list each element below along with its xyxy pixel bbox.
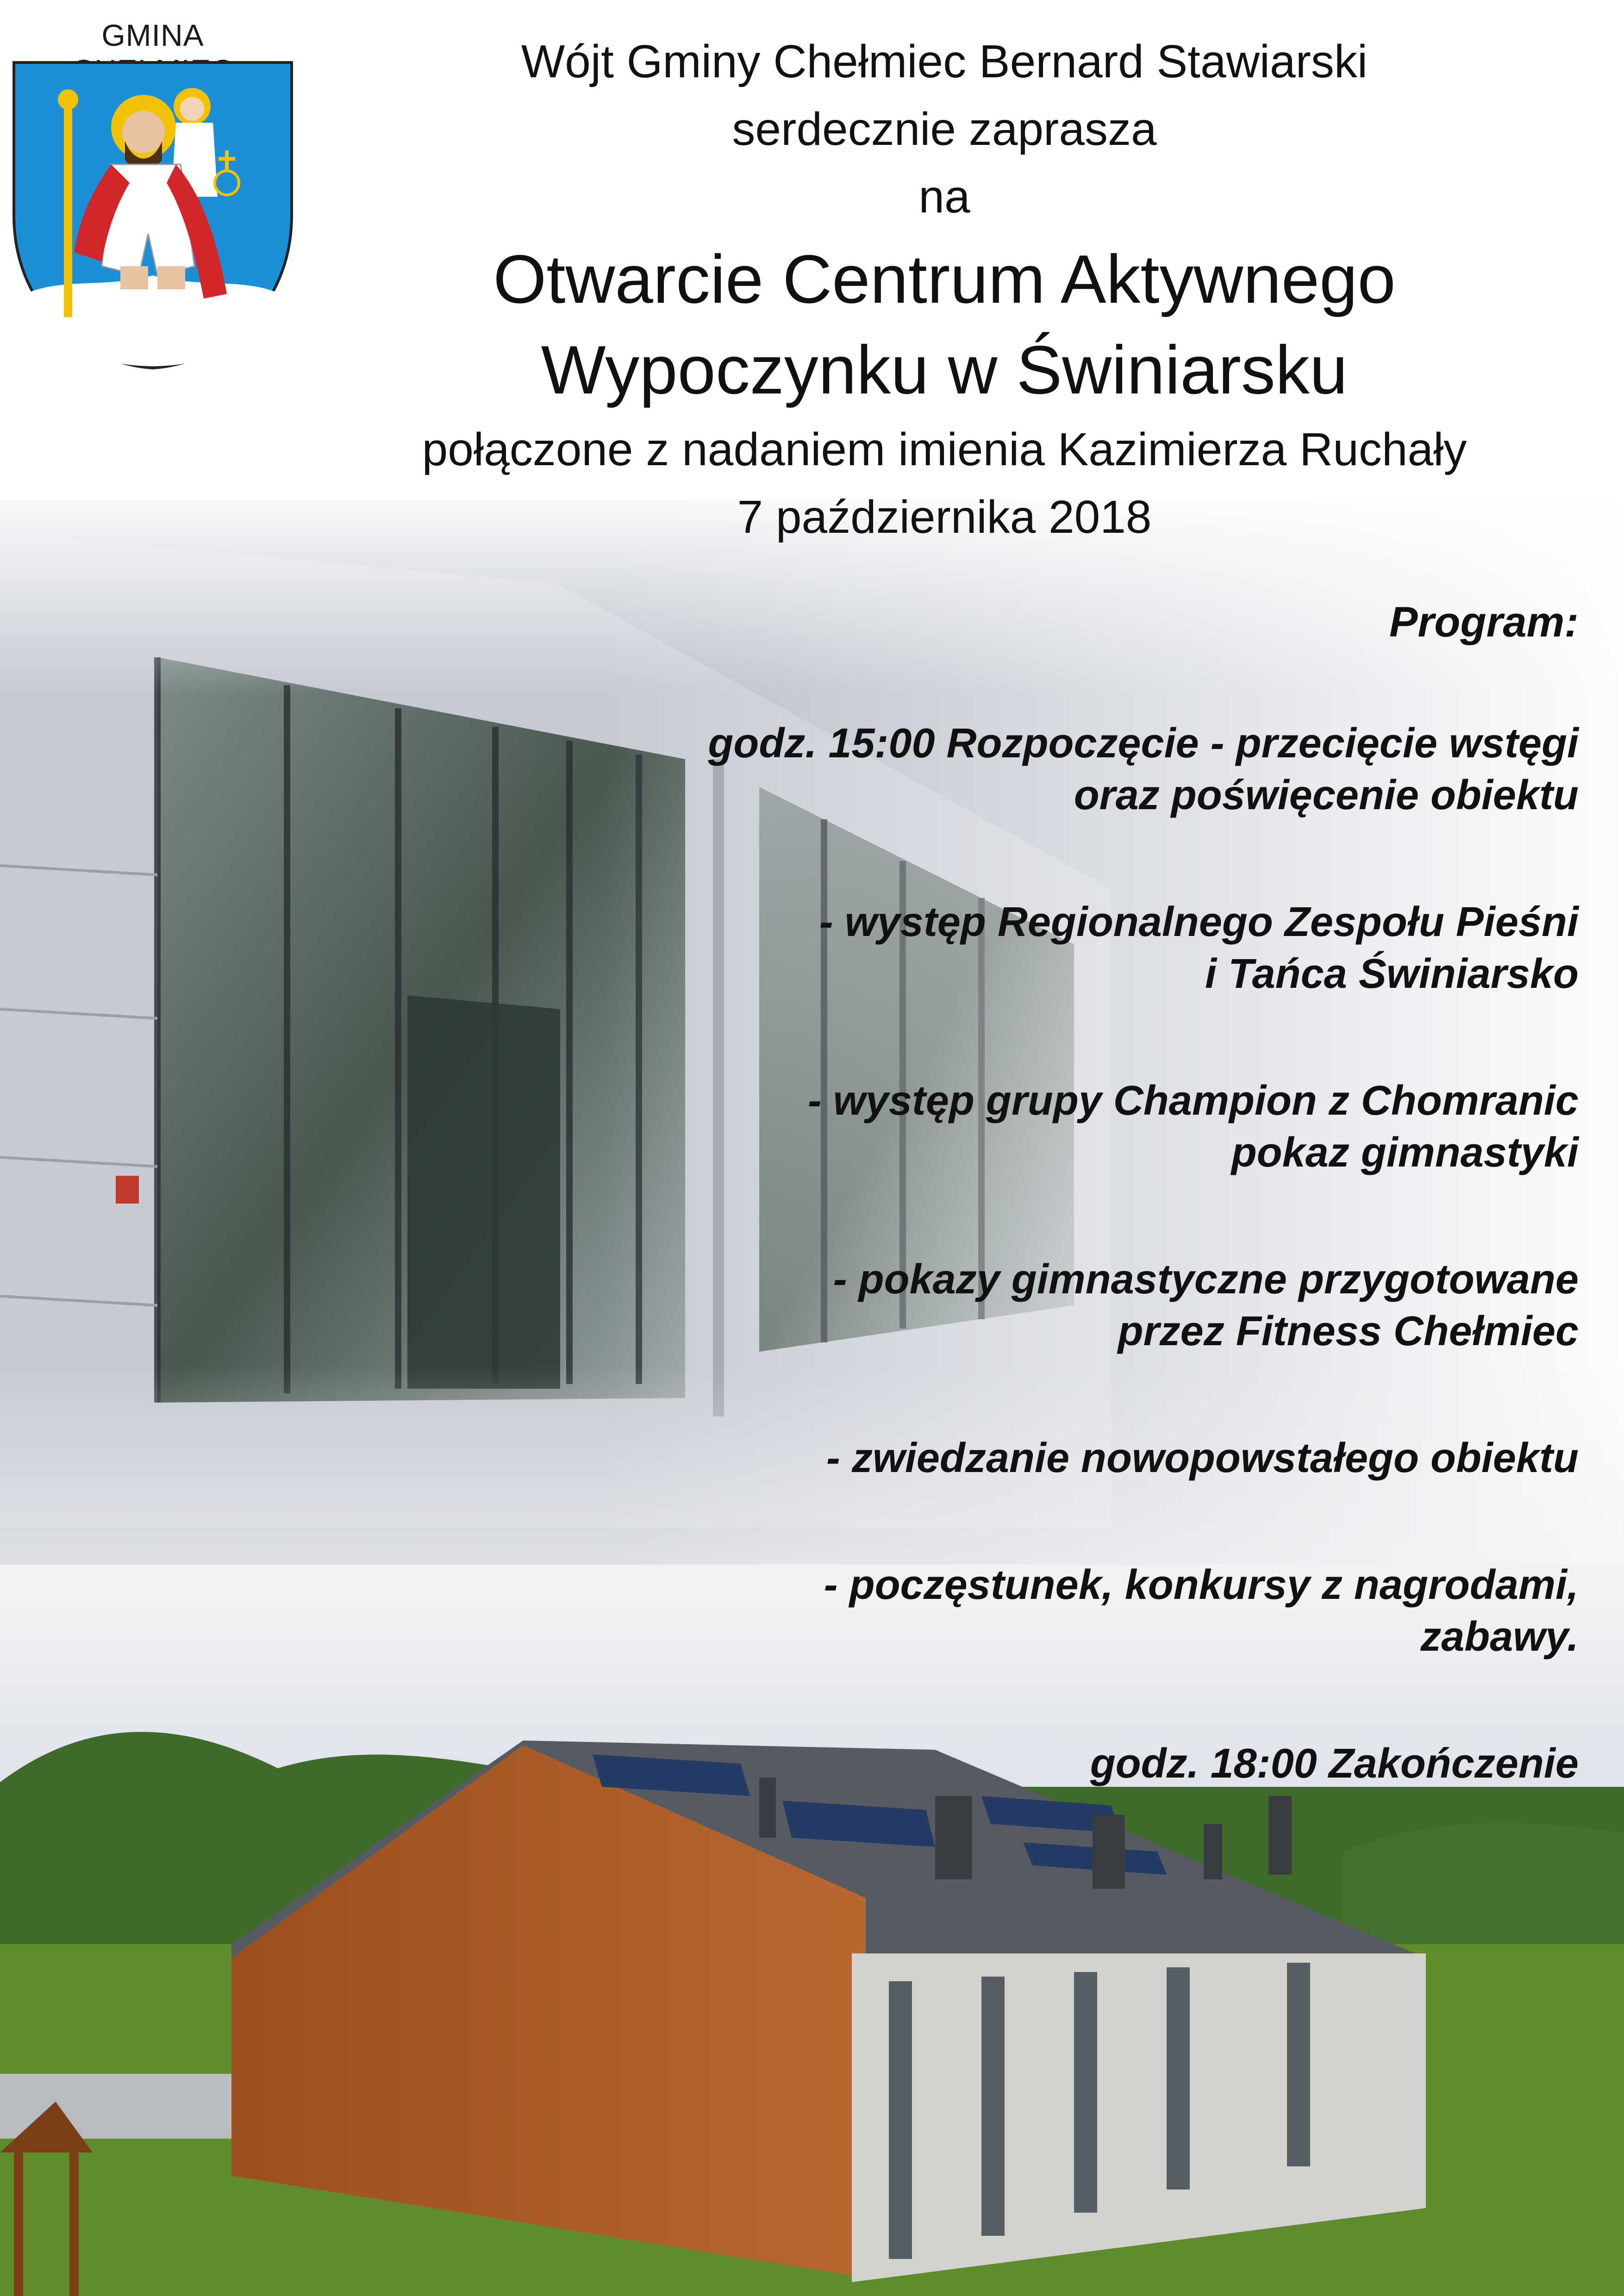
program-item-line: - występ grupy Champion z Chomranic — [807, 1078, 1579, 1124]
coat-of-arms-logo — [9, 58, 296, 373]
invitation-header — [296, 28, 1593, 551]
program-item-line: i Tańca Świniarsko — [1205, 951, 1579, 997]
program-item — [606, 896, 1579, 1000]
program-item-line: oraz poświęcenie obiektu — [1074, 772, 1579, 818]
program-item-line: - występ Regionalnego Zespołu Pieśni — [819, 899, 1579, 945]
program-item — [606, 1559, 1579, 1663]
na-line: na — [918, 171, 970, 223]
program-item — [606, 1254, 1579, 1357]
program-item-line: godz. 15:00 Rozpoczęcie - przecięcie wstęgi — [708, 720, 1579, 767]
host-line: Wójt Gminy Chełmiec Bernard Stawiarski — [521, 36, 1368, 87]
program-item-line: - pokazy gimnastyczne przygotowane — [833, 1256, 1579, 1303]
event-subtitle: połączone z nadaniem imienia Kazimierza Ruchały — [422, 424, 1467, 475]
event-title-line1: Otwarcie Centrum Aktywnego — [493, 241, 1396, 318]
program-item — [606, 718, 1579, 821]
program-list — [606, 718, 1579, 1865]
program-item — [606, 1738, 1579, 1790]
event-date: 7 października 2018 — [737, 491, 1152, 543]
program-item — [606, 1432, 1579, 1484]
invite-line: serdecznie zaprasza — [732, 103, 1157, 155]
program-item-line: przez Fitness Chełmiec — [1118, 1308, 1579, 1354]
program-item — [606, 1075, 1579, 1179]
program-item-line: pokaz gimnastyki — [1231, 1129, 1579, 1176]
crest-label: GMINA — [101, 18, 204, 52]
program-item-line: - zwiedzanie nowopowstałego obiektu — [826, 1435, 1579, 1481]
program-heading: Program: — [1389, 599, 1579, 646]
event-title-line2: Wypoczynku w Świniarsku — [541, 332, 1348, 408]
program-item-line: zabawy. — [1420, 1614, 1579, 1660]
program-item-line: - poczęstunek, konkursy z nagrodami, — [824, 1562, 1579, 1608]
program-item-line: godz. 18:00 Zakończenie — [1090, 1741, 1579, 1787]
